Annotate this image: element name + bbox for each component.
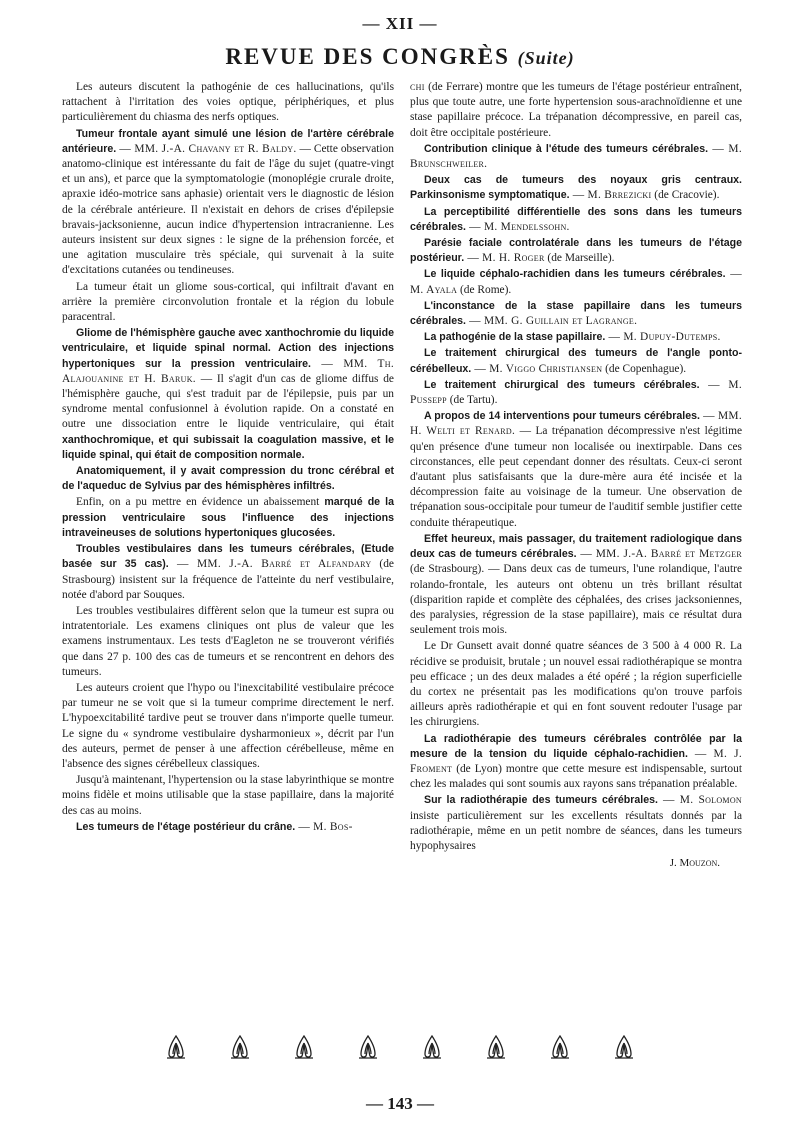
- authors: — M. H. Roger: [464, 252, 545, 265]
- authors: — M. Mendelssohn.: [465, 220, 570, 233]
- abstract-text: (de Strasbourg) insistent sur la fréquence de l'atteinte du nerf vestibulaire, notée d'abord par Souques.: [62, 558, 394, 601]
- signature: J. Mouzon.: [669, 857, 720, 870]
- abstract-text: (de Tartu).: [446, 394, 498, 407]
- fleuron-icon: [614, 1034, 634, 1060]
- left-column: [62, 80, 394, 836]
- abstract-title: La radiothérapie des tumeurs cérébrales contrôlée par la mesure de la tension du liquide céphalo-rachidien.: [410, 732, 742, 760]
- authors: — M. Ayala: [410, 268, 742, 296]
- paragraph: [410, 205, 742, 235]
- paragraph: Jusqu'à maintenant, l'hypertension ou la stase labyrinthique se montre moins fidèle et moins utilisable que la stase papillaire, dans la majorité des cas au moins.: [62, 774, 394, 817]
- paragraph: Les auteurs discutent la pathogénie de ces hallucinations, qu'ils rattachent à l'irritation des voies optique, périphériques, et plus particulièrement du chiasma des nerfs optiques.: [62, 81, 394, 124]
- abstract-title: Deux cas de tumeurs des noyaux gris centraux. Parkinsonisme symptomatique.: [410, 174, 742, 202]
- abstract-text: (de Copenhague).: [602, 362, 687, 375]
- paragraph: [410, 378, 742, 408]
- emphasis-text: Anatomiquement, il y avait compression du tronc cérébral et de l'aqueduc de Sylvius par des hémisphères infiltrés.: [62, 465, 394, 493]
- abstract-text: (de Lyon) montre que cette mesure est indispensable, surtout chez les malades qui sont soumis aux rayons sans trépanation préalable.: [410, 762, 742, 791]
- paragraph: [410, 532, 742, 638]
- paragraph: [410, 732, 742, 793]
- abstract-title: Gliome de l'hémisphère gauche avec xanthochromie du liquide ventriculaire, et liquide spinal normal. Action des injections hypertoniques sur la pression ventriculaire.: [62, 327, 394, 370]
- paragraph: [62, 326, 394, 463]
- abstract-title: Tumeur frontale ayant simulé une lésion de l'artère cérébrale antérieure.: [62, 127, 394, 155]
- paragraph: [410, 267, 742, 297]
- abstract-title: Le traitement chirurgical des tumeurs cérébrales.: [424, 378, 700, 391]
- paragraph: La tumeur était un gliome sous-cortical, qui infiltrait d'avant en arrière la première circonvolution frontale et la région du lobule paracentral.: [62, 280, 394, 324]
- paragraph: [410, 142, 742, 172]
- fleuron-icon: [550, 1034, 570, 1060]
- paragraph: [410, 299, 742, 329]
- abstract-title: L'inconstance de la stase papillaire dans les tumeurs cérébrales.: [410, 299, 742, 328]
- authors: — MM. J.-A. Barré et Metzger: [576, 548, 742, 561]
- fleuron-icon: [422, 1034, 442, 1060]
- abstract-text: (de Marseille).: [544, 252, 615, 265]
- authors: chi: [410, 81, 425, 93]
- fleuron-icon: [166, 1034, 186, 1060]
- paragraph: [410, 80, 742, 141]
- paragraph: Le Dr Gunsett avait donné quatre séances de 3 500 à 4 000 R. La récidive se produisit, brutale ; un nouvel essai radiothérapique se montra peu efficace ; un des deux malades a été opéré ; la région superficielle du cortex ne présentait pas les modifications qu'on trouve parfois ailleurs après radiothérapie et qui en font souvent redouter l'usage par les chirurgiens.: [410, 640, 742, 729]
- abstract-title: Effet heureux, mais passager, du traitement radiologique dans deux cas de tumeurs cérébrales.: [410, 532, 742, 561]
- authors: — M. Brunschweiler.: [410, 142, 743, 171]
- paragraph: [410, 409, 742, 531]
- abstract-text: — Cette observation anatomo-clinique est intéressante du fait de l'âge du sujet (quatre-vingt et un ans), et parce que la symptomatologie (monoplégie crurale droite, apraxie idéo-motrice sans aphasie) orientait vers le diagnostic de lésion de la cérébrale antérieure. Il n'existait en dehors de crises d'épilepsie bravais-jacksonienne, aucun indice d'hypertension intracranienne. Les auteurs insistent sur deux signes : le signe de la préhension forcée, et une agitation musculaire très spéciale, qui survenait à la suite d'excitations cutanées ou tendineuses.: [62, 142, 394, 277]
- abstract-title: Sur la radiothérapie des tumeurs cérébrales.: [424, 794, 658, 807]
- authors: — M. Brrezicki: [569, 189, 652, 202]
- authors: — MM. J.-A. Barré et Alfandary: [168, 558, 372, 571]
- abstract-title: Troubles vestibulaires dans les tumeurs cérébrales, (Etude basée sur 35 cas).: [62, 543, 394, 571]
- paragraph: [62, 542, 394, 603]
- fleuron-row: [0, 1034, 800, 1060]
- abstract-title: Le liquide céphalo-rachidien dans les tumeurs cérébrales.: [424, 268, 726, 281]
- abstract-title: Le traitement chirurgical des tumeurs de l'angle ponto-cérébelleux.: [410, 347, 742, 375]
- abstract-text: — Il s'agit d'un cas de gliome diffus de l'hémisphère gauche, qui s'est traduit par de l'épilepsie, puis par un syndrome mental confusionnel à évolution rapide. On a constaté en outre une dissociation entre le liquide ventriculaire, qui était: [62, 372, 394, 431]
- paragraph: [410, 793, 742, 854]
- paragraph: [62, 820, 394, 835]
- paragraph: Les auteurs croient que l'hypo ou l'inexcitabilité vestibulaire précoce par tumeur ne se voit que si la tumeur comprime directement le nerf. L'hypoexcitabilité tardive peut se trouver dans n'importe quelle tumeur. Le signe du « syndrome vestibulaire dysharmonieux », décrit par l'un des auteurs, permet de penser à une affection cérébelleuse, même en l'absence des signes cérébelleux classiques.: [62, 681, 394, 770]
- abstract-text: (de Rome).: [457, 283, 512, 296]
- emphasis-text: xanthochromique, et qui subissait la coagulation massive, et le liquide spinal, qui était de composition normale.: [62, 433, 394, 461]
- paragraph: [410, 346, 742, 376]
- abstract-title: A propos de 14 interventions pour tumeurs cérébrales.: [424, 410, 700, 423]
- abstract-text: Enfin, on a pu mettre en évidence un abaissement: [76, 496, 325, 509]
- page-roman-numeral: — XII —: [362, 14, 438, 33]
- authors: — MM. G. Guillain et Lagrange.: [465, 315, 638, 328]
- authors: — MM. J.-A. Chavany et R. Baldy.: [116, 142, 297, 155]
- paragraph: [410, 236, 742, 266]
- abstract-text: (de Cracovie).: [651, 189, 720, 202]
- fleuron-icon: [486, 1034, 506, 1060]
- title-text: REVUE DES CONGRÈS: [225, 44, 510, 69]
- right-column: [410, 80, 742, 871]
- paragraph: [62, 127, 394, 279]
- abstract-title: Contribution clinique à l'étude des tumeurs cérébrales.: [424, 142, 709, 155]
- abstract-title: La perceptibilité différentielle des sons dans les tumeurs cérébrales.: [410, 205, 742, 233]
- title-suite: (Suite): [517, 48, 575, 68]
- page-number: — 143 —: [366, 1094, 434, 1113]
- paragraph: [62, 464, 394, 494]
- paragraph: [62, 495, 394, 541]
- fleuron-icon: [358, 1034, 378, 1060]
- emphasis-text: marqué de la pression ventriculaire sous l'influence des injections intraveineuses de solutions hypertoniques glucosées.: [62, 496, 394, 539]
- authors: — M. Dupuy-Dutemps.: [605, 331, 721, 344]
- authors: — MM. Th. Alajouanine et H. Baruk.: [62, 357, 394, 385]
- authors: — M. J. Froment: [410, 747, 742, 775]
- authors: — M. Solomon: [657, 794, 742, 807]
- section-title: [0, 44, 800, 70]
- paragraph: [410, 330, 742, 345]
- abstract-title: Parésie faciale controlatérale dans les tumeurs de l'étage postérieur.: [410, 237, 742, 265]
- paragraph: Les troubles vestibulaires diffèrent selon que la tumeur est supra ou intratentoriale. Les examens cliniques ont plus de valeur que les examens instrumentaux. Les tests d'Eagleton ne se trouveront vérifiés que dans 27 p. 100 des cas de tumeurs et se rencontrent en dehors des tumeurs.: [62, 604, 394, 678]
- authors: — M. Viggo Christiansen: [471, 362, 603, 375]
- authors: — M. Pussepp: [410, 378, 743, 407]
- authors: — M. Bos-: [295, 820, 353, 833]
- abstract-text: (de Ferrare) montre que les tumeurs de l'étage postérieur entraînent, plus que toute autre, une forte hypertension sous-arachnoïdienne et une stase papillaire précoce. La trépanation décompressive, en pareil cas, doit être occipitale postérieure.: [410, 81, 742, 139]
- abstract-text: (de Strasbourg). — Dans deux cas de tumeurs, l'une rolandique, l'autre rolando-frontale, les auteurs ont obtenu un très brillant résultat (disparition rapide et complète des céphalées, des crises jacksoniennes, des paralysies, régression de la stase papillaire), mais ce résultat dura seulement trois mois.: [410, 563, 742, 637]
- abstract-text: insiste particulièrement sur les excellents résultats donnés par la radiothérapie, même en un petit nombre de séances, dans les tumeurs hypophysaires: [410, 809, 742, 852]
- paragraph: [410, 173, 742, 203]
- fleuron-icon: [230, 1034, 250, 1060]
- authors: — MM. H. Welti et Renard.: [410, 410, 742, 438]
- abstract-title: Les tumeurs de l'étage postérieur du crâne.: [76, 820, 296, 833]
- fleuron-icon: [294, 1034, 314, 1060]
- abstract-title: La pathogénie de la stase papillaire.: [424, 331, 606, 344]
- abstract-text: — La trépanation décompressive n'est légitime qu'en présence d'une tumeur non localisée ou inextirpable. Dans ces circonstances, elle peut cependant donner des résultats. Ceux-ci seront d'autant plus satisfaisants que la dure-mère aura été incisée et la décompression faite au voisinage de la tumeur. Une observation de trépanation sous-occipitale pour tumeur de l'auditif semble justifier cette conduite thérapeutique.: [410, 425, 742, 529]
